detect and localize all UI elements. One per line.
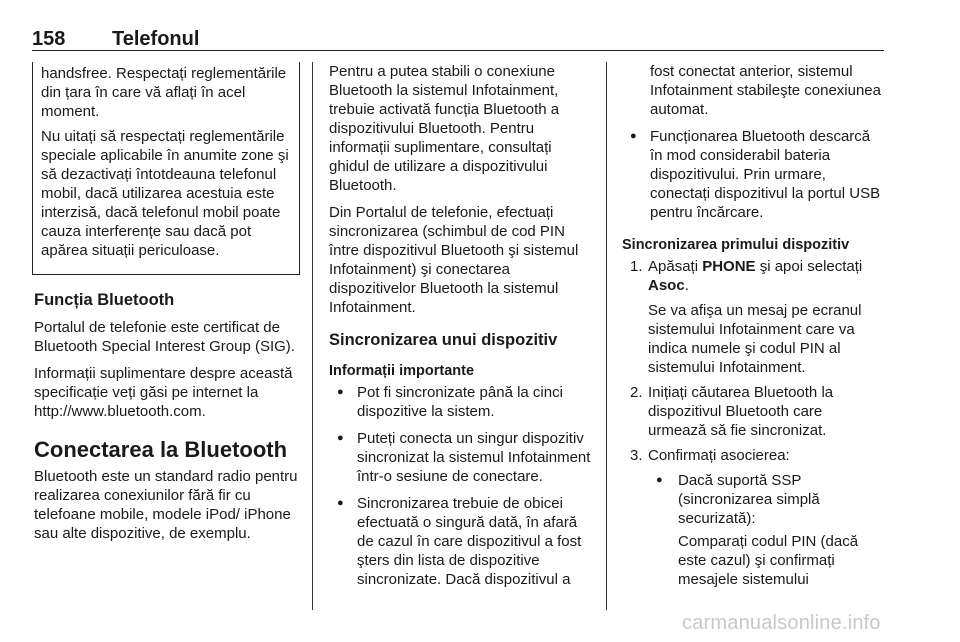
step-1-text: Apăsați PHONE şi apoi selectați Asoc. — [648, 258, 863, 294]
chapter-heading-bluetooth-connection: Conectarea la Bluetooth — [34, 437, 288, 462]
subheading-important-info: Informații importante — [329, 363, 475, 379]
list-item: ● Puteți conecta un singur dispozitiv sincronizat la sistemul Infotainment într-o sesiune de conectare. — [329, 429, 595, 486]
page-number: 158 — [32, 28, 66, 50]
column-2 — [329, 62, 595, 597]
list-item: ● Funcționarea Bluetooth descarcă în mod considerabil bateria dispozitivului. Prin urmare, conectați dispozitivul la portul USB pentru încărcare. — [622, 127, 884, 222]
step-item — [622, 257, 884, 377]
phone-button-label: PHONE — [702, 258, 756, 275]
step-item — [622, 383, 884, 440]
page-header — [32, 18, 884, 51]
column-divider-1 — [312, 62, 313, 610]
col2-paragraph-2: Din Portalul de telefonie, efectuați sincronizarea (schimbul de cod PIN între dispozitivul Bluetooth şi sistemul Infotainment) şi conectarea dispozitivelor Bluetooth la sistemul Infotainment. — [329, 204, 579, 316]
page-title: Telefonul — [112, 28, 200, 50]
step-1-extra: Se va afişa un mesaj pe ecranul sistemului Infotainment care va indica numele şi codul PIN al sistemului Infotainment. — [648, 302, 862, 376]
step-3-sub-text: Comparați codul PIN (dacă este cazul) şi confirmați mesajele sistemului — [678, 533, 859, 588]
list-item: ● Dacă suportă SSP (sincronizarea simplă securizată): — [648, 471, 884, 528]
step-2-text: Inițiați căutarea Bluetooth la dispozitivul Bluetooth care urmează să fie sincronizat. — [648, 384, 834, 439]
conn-paragraph-1: Bluetooth este un standard radio pentru realizarea conexiunilor fără fir cu telefoane mobile, modele iPod/ iPhone sau alte dispozitive, de exemplu. — [34, 468, 298, 542]
bt-paragraph-2: Informații suplimentare despre această specificație veți găsi pe internet la http://www.bluetooth.com. — [34, 365, 293, 420]
notice-paragraph-1: handsfree. Respectați reglementările din țara în care vă aflați în acel moment. — [41, 65, 287, 120]
step-3-text: Confirmați asocierea: — [648, 447, 790, 464]
step-number: 2. — [630, 384, 643, 401]
step-number: 3. — [630, 447, 643, 464]
section-heading-device-sync: Sincronizarea unui dispozitiv — [329, 331, 558, 349]
subheading-first-device-sync: Sincronizarea primului dispozitiv — [622, 237, 850, 253]
list-item: ● Pot fi sincronizate până la cinci dispozitive la sistem. — [329, 383, 595, 421]
col2-paragraph-1: Pentru a putea stabili o conexiune Bluetooth la sistemul Infotainment, trebuie activată funcția Bluetooth a dispozitivului Bluetooth. Pentru informații suplimentare, consultați ghidul de utilizare a dispozitivului Bluetooth. — [329, 63, 560, 194]
bt-paragraph-1: Portalul de telefonie este certificat de Bluetooth Special Interest Group (SIG). — [34, 319, 295, 355]
sync-steps-list — [622, 257, 884, 589]
step-item — [622, 446, 884, 589]
list-item: ● Sincronizarea trebuie de obicei efectuată o singură dată, în afară de cazul în care dispozitivul a fost şters din lista de dispozitive sincronizate. Dacă dispozitivul a — [329, 494, 595, 589]
col3-bullet-list — [622, 127, 884, 222]
step-3-sub-list — [648, 471, 884, 528]
step-number: 1. — [630, 258, 643, 275]
column-divider-2 — [606, 62, 607, 610]
notice-box — [32, 62, 300, 275]
column-3 — [622, 62, 884, 595]
asoc-menu-label: Asoc — [648, 277, 685, 294]
info-bullet-list — [329, 383, 595, 589]
section-heading-bluetooth-function: Funcția Bluetooth — [34, 291, 175, 309]
column-1 — [34, 62, 300, 551]
notice-paragraph-2: Nu uitați să respectați reglementările speciale aplicabile în anumite zone şi să dezactivați întotdeauna telefonul mobil, dacă utilizarea acestuia este interzisă, dacă telefonul mobil poate cauza interferențe sau dacă pot apărea situații periculoase. — [41, 128, 289, 259]
bullet-continuation: fost conectat anterior, sistemul Infotainment stabileşte conexiunea automat. — [650, 63, 881, 118]
watermark: carmanualsonline.info — [682, 612, 881, 634]
